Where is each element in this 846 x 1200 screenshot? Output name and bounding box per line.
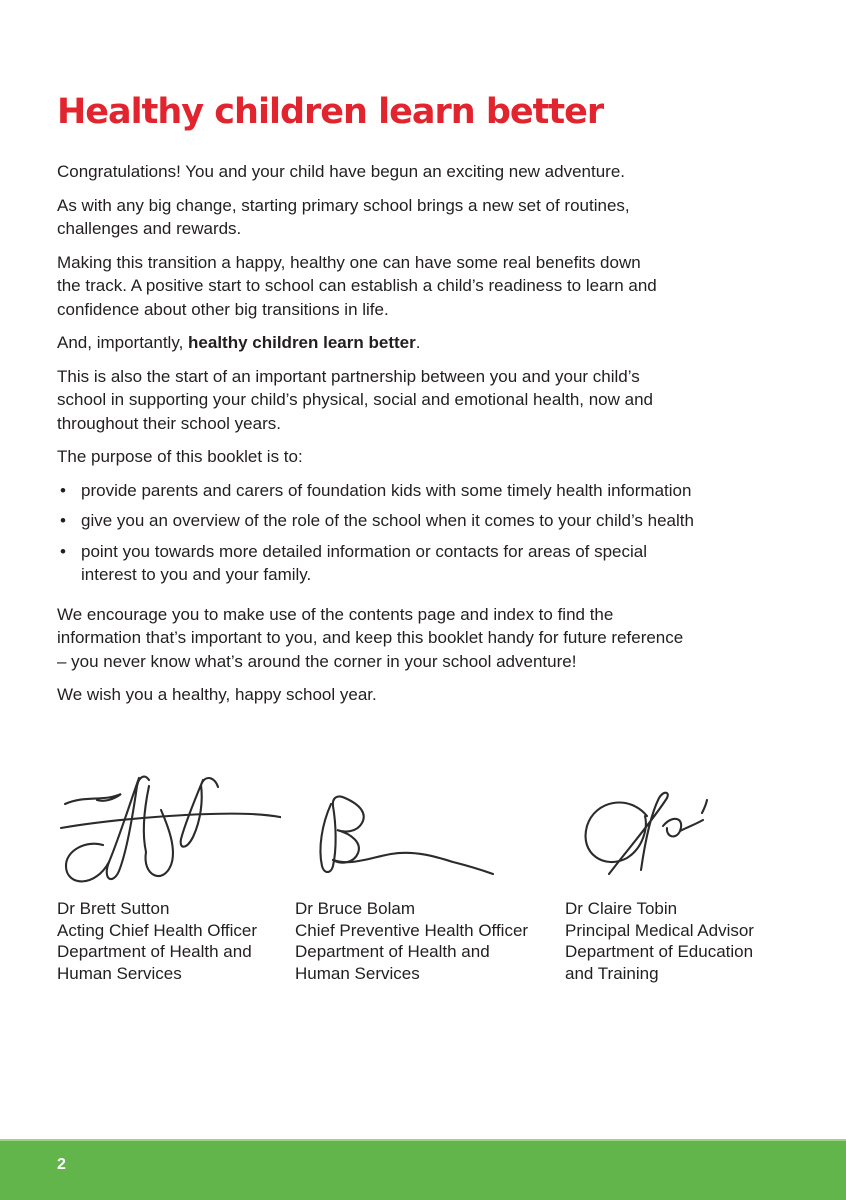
- list-item-detailed-information: [57, 540, 781, 587]
- list-item-line: • provide parents and carers of foundation kids with some timely health information: [81, 480, 692, 500]
- signatory-claire-tobin: [565, 752, 791, 984]
- paragraph-purpose-intro: The purpose of this booklet is to:: [57, 447, 303, 466]
- signature-scribble-icon: [51, 764, 281, 892]
- page-content: [57, 92, 781, 717]
- signatory-org-line: Department of Health and: [57, 942, 252, 961]
- paragraph-encourage: [57, 603, 781, 674]
- list-item-line: • point you towards more detailed information or contacts for areas of special: [81, 541, 648, 561]
- paragraph-line: – you never know what’s around the corner in your school adventure!: [57, 651, 577, 671]
- signatory-name: Dr Bruce Bolam: [295, 899, 415, 918]
- signatory-org-line: and Training: [565, 963, 659, 983]
- bruce-bolam-signature: [295, 752, 565, 898]
- paragraph-importantly: [57, 331, 781, 355]
- importantly-bold-phrase: healthy children learn better: [188, 333, 416, 352]
- page-number: 2: [57, 1156, 66, 1173]
- claire-tobin-signature: [565, 752, 791, 898]
- signatory-title: Principal Medical Advisor: [565, 920, 754, 940]
- paragraph-line: confidence about other big transitions in life.: [57, 299, 389, 319]
- signatory-org-line: Department of Education: [565, 942, 754, 961]
- paragraph-big-change: [57, 194, 781, 241]
- signatory-org-line: Department of Health and: [295, 942, 490, 961]
- signatory-name: Dr Brett Sutton: [57, 899, 170, 918]
- paragraph-line: information that’s important to you, and keep this booklet handy for future reference: [57, 628, 684, 647]
- list-item-line: • give you an overview of the role of the school when it comes to your child’s health: [81, 511, 694, 530]
- signatory-name: Dr Claire Tobin: [565, 899, 678, 918]
- signature-scribble-icon: [567, 786, 719, 882]
- paragraph-transition: [57, 251, 781, 322]
- signatory-title: Acting Chief Health Officer: [57, 920, 257, 940]
- paragraph-congratulations: Congratulations! You and your child have begun an exciting new adventure.: [57, 162, 626, 181]
- paragraph-line: Making this transition a happy, healthy one can have some real benefits down: [57, 252, 641, 272]
- signatory-title: Chief Preventive Health Officer: [295, 920, 529, 940]
- signatory-org-line: Human Services: [295, 963, 420, 983]
- importantly-suffix: .: [415, 333, 421, 352]
- footer-band: [0, 1139, 846, 1200]
- paragraph-line: school in supporting your child’s physical, social and emotional health, now and: [57, 390, 653, 409]
- signatory-brett-sutton: [57, 752, 295, 984]
- paragraph-wish: We wish you a healthy, happy school year.: [57, 685, 377, 704]
- paragraph-line: As with any big change, starting primary school brings a new set of routines,: [57, 195, 630, 215]
- list-item-health-information: [57, 479, 781, 503]
- signatory-org-line: Human Services: [57, 963, 182, 983]
- paragraph-line: This is also the start of an important partnership between you and your child’s: [57, 366, 640, 386]
- signature-section: [57, 752, 791, 984]
- list-item-school-role: [57, 509, 781, 533]
- paragraph-line: throughout their school years.: [57, 413, 281, 433]
- paragraph-line: challenges and rewards.: [57, 219, 242, 238]
- paragraph-line: the track. A positive start to school can establish a child’s readiness to learn and: [57, 276, 657, 295]
- paragraph-line: We encourage you to make use of the contents page and index to find the: [57, 604, 614, 624]
- list-item-line: interest to you and your family.: [81, 565, 312, 584]
- page-title: Healthy children learn better: [57, 92, 604, 132]
- purpose-list: [57, 479, 781, 587]
- brett-sutton-signature: [57, 752, 295, 898]
- paragraph-partnership: [57, 365, 781, 436]
- importantly-prefix: And, importantly,: [57, 333, 189, 352]
- signature-scribble-icon: [303, 790, 515, 878]
- signatory-bruce-bolam: [295, 752, 565, 984]
